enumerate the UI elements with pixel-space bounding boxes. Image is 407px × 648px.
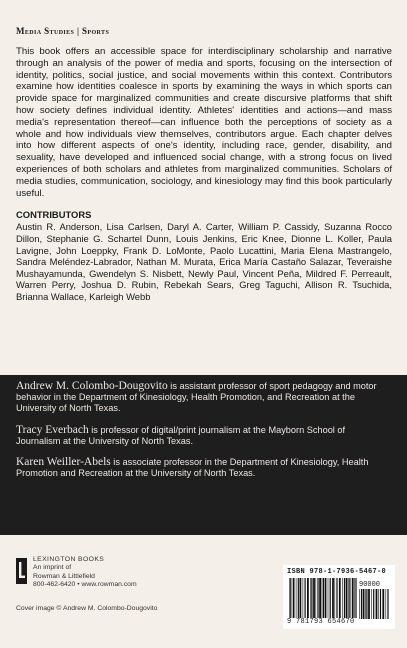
- author-bio-text: is professor of digital/print journalism at the Mayborn School of Journalism at the University of North Texas.: [16, 424, 346, 446]
- author-bio-text: is assistant professor of sport pedagogy and motor behavior in the Department of Kinesiology, Health Promotion, and Recreation at the University of North Texas.: [16, 381, 377, 414]
- cover-credit: Cover image © Andrew M. Colombo-Dougovito: [16, 605, 158, 612]
- imprint-line: Rowman & Littlefield: [33, 572, 95, 580]
- author-bio-text: is associate professor in the Department of Kinesiology, Health Promotion and Recreation at the University of North Texas.: [16, 457, 369, 479]
- publisher-block: [16, 556, 216, 590]
- author-bios-panel: [0, 375, 407, 535]
- category-line: Media Studies | Sports: [16, 26, 110, 36]
- contributors-list: Austin R. Anderson, Lisa Carlsen, Daryl A. Carter, William P. Cassidy, Suzanna Rocco Dillon, Stephanie G. Schartel Dunn, Louis Jenkins, Eric Knee, Dionne L. Koller, Paula Lavigne, John Loeppky, Frank D. LoMonte, Paolo Lucattini, Maria Elena Mastrangelo, Sandra Meléndez-Labrador, Nathan M. Murata, Erica María Castaño Salazar, Teveraishe Mushayamunda, Gwendelyn S. Nisbett, Newly Paul, Vincent Peña, Mildred F. Perreault, Warren Perry, Joshua D. Rubin, Rebekah Sears, Greg Taguchi, Allison R. Tsuchida, Brianna Wallace, Karleigh Webb: [16, 221, 392, 302]
- publisher-contact: 800-462-6420 • www.rowman.com: [33, 581, 137, 589]
- book-description: This book offers an accessible space for interdisciplinary scholarship and narrative through an analysis of the power of media and sports, focusing on the intersection of identity, politics, social justice, and social movements within this context. Contributors examine how identities coalesce in sports by examining the ways in which sports can provide space for marginalized communities and create discursive platforms that shift how society defines individual identity. Athletes' identities and actions—and mass media's representation thereof—can influence both the perceptions of society as a whole and how individuals view themselves, contributors argue. Each chapter delves into how different aspects of one's identity, including race, gender, disability, and sexuality, have developed and influenced social change, with a strong focus on lived experiences of both scholars and athletes from marginalized communities. Scholars of media studies, communication, sociology, and kinesiology may find this book particularly useful.: [16, 46, 392, 199]
- barcode-icon: [289, 578, 357, 618]
- author-bio: [16, 457, 391, 479]
- isbn-label: ISBN 978-1-7936-5467-0: [287, 568, 387, 576]
- author-name: Karen Weiller-Abels: [16, 456, 111, 469]
- publisher-name: LEXINGTON BOOKS: [33, 556, 105, 563]
- isbn-barcode-box: [283, 565, 395, 629]
- author-bio: [16, 425, 391, 447]
- price-code: 90000: [359, 581, 381, 589]
- back-cover-text: [16, 26, 392, 303]
- publisher-info: [33, 556, 137, 590]
- addon-barcode-icon: [359, 589, 389, 619]
- contributors-heading: CONTRIBUTORS: [16, 209, 92, 221]
- author-name: Tracy Everbach: [16, 423, 89, 436]
- imprint-line: An imprint of: [33, 564, 72, 572]
- author-name: Andrew M. Colombo-Dougovito: [16, 380, 168, 392]
- publisher-logo-icon: [16, 558, 27, 584]
- author-bio: [16, 381, 391, 415]
- barcode-number: 9 781793 654670: [287, 618, 355, 626]
